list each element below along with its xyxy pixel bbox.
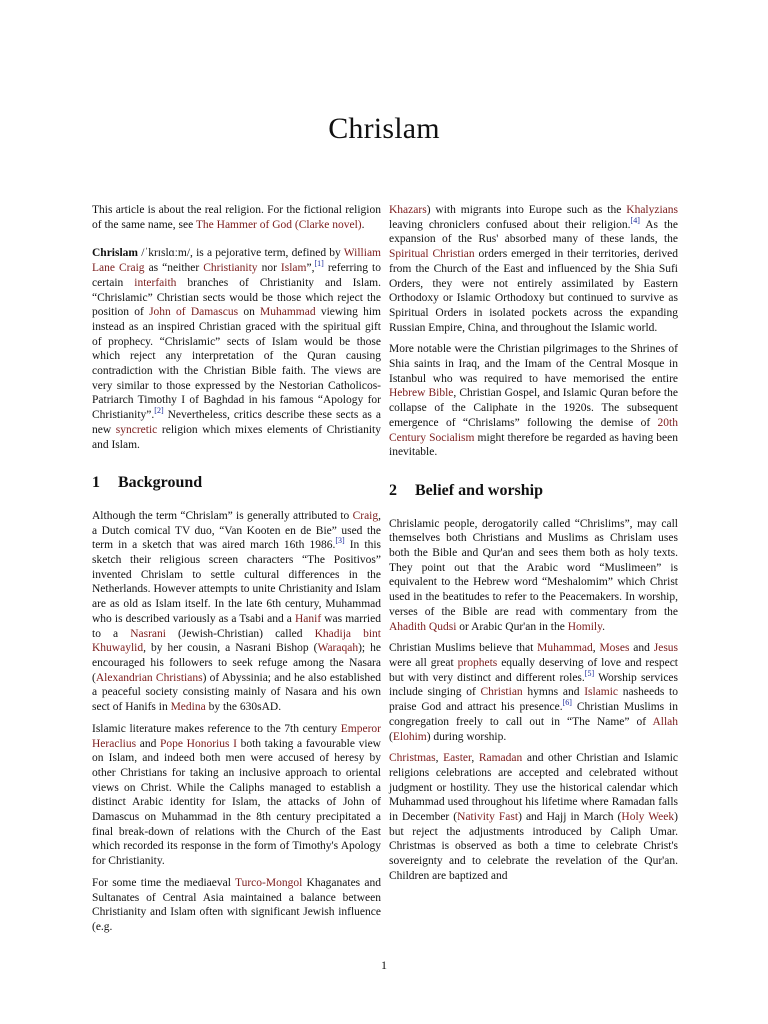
link-hammer-of-god[interactable]: The Hammer of God (Clarke novel)	[195, 218, 362, 231]
paragraph-3-continuation: Khaganates and Sultanates of Central Asia maintained a balance between Christianity and Islam often with significant Jewish influence (e.g.	[92, 876, 381, 933]
background-paragraph-1: Although the term “Chrislam” is generally attributed to Craig, a Dutch comical TV duo, “Van Kooten en de Bie” used the term in a sketch that was aired march 16th 1986.[3] In this sketch their religious screen characters “The Positivos” invented Chrislam to settle cultural differences in the Netherlands. However attempts to unite Christianity and Islam are as old as Islam itself. In the late 6th century, Muhammad who is described variously as a Tsabi and a Hanif was married to a Nasrani (Jewish-Christian) called Khadija bint Khuwaylid, by her cousin, a Nasrani Bishop (Waraqah); he encouraged his followers to seek refuge among the Nasara (Alexandrian Christians) of Abyssinia; and he also established a peaceful society consisting mainly of Nasara and his own sect of Hanifs in Medina by the 630sAD.	[92, 509, 381, 714]
link-moses[interactable]: Moses	[599, 642, 630, 655]
citation-4[interactable]: [4]	[630, 215, 640, 225]
page-title: Chrislam	[328, 112, 440, 145]
link-nasrani[interactable]: Nasrani	[130, 627, 166, 640]
link-hebrew-bible[interactable]: Hebrew Bible	[389, 387, 454, 400]
left-column	[92, 203, 381, 942]
belief-paragraph-1: Chrislamic people, derogatorily called “Chrislims”, may call themselves both Christians and Muslims as Chrislam uses both the Bible and Qur'an and sees them both as holy texts. They point out that the Arabic word “Muslimeen” is equivalent to the Hebrew word “Meshalomim” which Christ used in the beatitudes to refer to the Peacemakers. In worship, verses of the Bible are read with commentary from the Ahadith Qudsi or Arabic Qur'an in the Homily.	[389, 517, 678, 633]
link-allah[interactable]: Allah	[652, 715, 678, 728]
citation-1[interactable]: [1]	[314, 259, 324, 269]
link-pope-honorius[interactable]: Pope Honorius I	[159, 737, 237, 750]
link-holy-week[interactable]: Holy Week	[621, 811, 675, 824]
page-number: 1	[381, 958, 387, 972]
link-spiritual-christian[interactable]: Spiritual Christian	[389, 248, 475, 261]
background-paragraph-2: Islamic literature makes reference to the 7th century Emperor Heraclius and Pope Honorius I both taking a favourable view on Islam, and indeed both men were accused of heresy by other Christians for taking an inclusive approach to oriental views on Christ. While the Caliphs managed to establish a distinct Arabic identity for Islam, the attacks of John of Damascus on Muhammad in the 8th century precipitated a final break-down of relations with the Church of the East which recorded its response in the form of Timothy's Apology for Christianity.	[92, 722, 381, 868]
citation-5[interactable]: [5]	[584, 668, 595, 678]
link-hanif[interactable]: Hanif	[294, 612, 322, 625]
link-christmas[interactable]: Christmas	[389, 752, 436, 765]
hatnote: This article is about the real religion. For the fictional religion of the same name, see The Hammer of God (Clarke novel).	[92, 204, 381, 231]
right-column	[389, 203, 678, 891]
link-interfaith[interactable]: interfaith	[134, 276, 177, 289]
link-homily[interactable]: Homily	[567, 620, 603, 633]
link-prophets[interactable]: prophets	[457, 656, 498, 669]
link-william-lane-craig[interactable]: William Lane Craig	[92, 247, 381, 275]
link-islam[interactable]: Islam	[280, 262, 307, 275]
link-islamic[interactable]: Islamic	[584, 686, 619, 699]
belief-paragraph-3: Christmas, Easter, Ramadan and other Christian and Islamic religions celebrations are accepted and celebrated without judgment or hostility. They use the historical calendar which Muhammad used throughout his lifetime where Ramadan falls in December (Nativity Fast) and Hajj in March (Holy Week) but reject the adjustments introduced by Caliph Umar. Christmas is observed as both a time to celebrate Christ's sovereignty and to celebrate the revelation of the Qur'an. Children are baptized and	[389, 752, 678, 882]
section-heading-belief-and-worship: 2 Belief and worship	[389, 481, 544, 499]
link-muhammad-2[interactable]: Muhammad	[537, 642, 593, 655]
link-easter[interactable]: Easter	[443, 752, 472, 765]
link-nativity-fast[interactable]: Nativity Fast	[457, 811, 519, 824]
link-emperor-heraclius[interactable]: Emperor Heraclius	[92, 722, 381, 750]
citation-3[interactable]: [3]	[335, 536, 345, 546]
intro-paragraph: Chrislam /ˈkrɪslɑːm/, is a pejorative term, defined by William Lane Craig as “neither Christianity nor Islam”,[1] referring to certain interfaith branches of Christianity and Islam. “Chrislamic” Christian sects would be those which reject the position of John of Damascus on Muhammad viewing him instead as an inspired Christian graced with the spiritual gift of prophecy. “Chrislamic” sects of Islam would be those which reject any interpretation of the Quran causing contradiction with the Christian Bible faith. The views are very similar to those expressed by the Nestorian Catholicos-Patriarch Timothy I of Baghdad in his famous “Apology for Christianity”.[2] Nevertheless, critics describe these sects as a new syncretic religion which mixes elements of Christianity and Islam.	[92, 247, 381, 451]
link-syncretic[interactable]: syncretic	[115, 423, 158, 436]
background-paragraph-3-start: For some time the mediaeval Turco-Mongol Khaganates and Sultanates of Central Asia maintained a balance between Christianity and Islam often with significant Jewish influence (e.g.	[92, 876, 381, 933]
link-turco-mongol[interactable]: Turco-Mongol	[234, 876, 303, 889]
term-bold: Chrislam	[92, 247, 138, 260]
link-ramadan[interactable]: Ramadan	[478, 752, 523, 765]
link-alexandrian-christians[interactable]: Alexandrian Christians	[95, 671, 203, 684]
link-khalyzians[interactable]: Khalyzians	[626, 204, 678, 216]
link-khazars[interactable]: Khazars	[389, 204, 427, 216]
citation-6[interactable]: [6]	[562, 698, 572, 708]
link-christianity[interactable]: Christianity	[203, 262, 258, 275]
citation-2[interactable]: [2]	[154, 406, 164, 416]
link-waraqah[interactable]: Waraqah	[317, 642, 359, 655]
link-elohim[interactable]: Elohim	[392, 730, 427, 743]
section-heading-background: 1 Background	[92, 474, 203, 492]
link-craig[interactable]: Craig	[352, 509, 379, 522]
belief-paragraph-2: Christian Muslims believe that Muhammad, Moses and Jesus were all great prophets equally deserving of love and respect but with very distinct and different roles.[5] Worship services include singing of Christian hymns and Islamic nasheeds to praise God and attract his presence.[6] Christian Muslims in congregation freely to call out in “The Name” of Allah (Elohim) during worship.	[389, 642, 679, 743]
link-muhammad[interactable]: Muhammad	[260, 306, 316, 319]
link-john-of-damascus[interactable]: John of Damascus	[149, 306, 239, 319]
link-ahadith-qudsi[interactable]: Ahadith Qudsi	[389, 620, 457, 633]
link-20th-century-socialism[interactable]: 20th Century Socialism	[389, 416, 678, 444]
link-medina[interactable]: Medina	[170, 701, 206, 714]
link-jesus[interactable]: Jesus	[653, 642, 679, 655]
link-christian[interactable]: Christian	[480, 686, 523, 699]
background-paragraph-3-end: Khazars) with migrants into Europe such as the Khalyzians leaving chroniclers confused about their religion.[4] As the expansion of the Rus' absorbed many of these lands, the Spiritual Christian orders emerged in their territories, derived from the Church of the East and influenced by the Shia Sufi Orders, they were not entirely assimilated by Eastern Orthodoxy or Islamic Orthodoxy but continued to survive as Spiritual Orders in isolated pockets across the expanding Russian Empire, China, and throughout the Islamic world.	[389, 204, 678, 334]
background-paragraph-4: More notable were the Christian pilgrimages to the Shrines of Shia saints in Iraq, and the Imam of the Central Mosque in Istanbul who was required to have memorised the entire Hebrew Bible, Christian Gospel, and Islamic Quran before the collapse of the Caliphate in the 1920s. The subsequent emergence of “Chrislams” following the demise of 20th Century Socialism might therefore be regarded as having been inevitable.	[389, 343, 678, 459]
link-khadija[interactable]: Khadija bint Khuwaylid	[92, 627, 381, 655]
